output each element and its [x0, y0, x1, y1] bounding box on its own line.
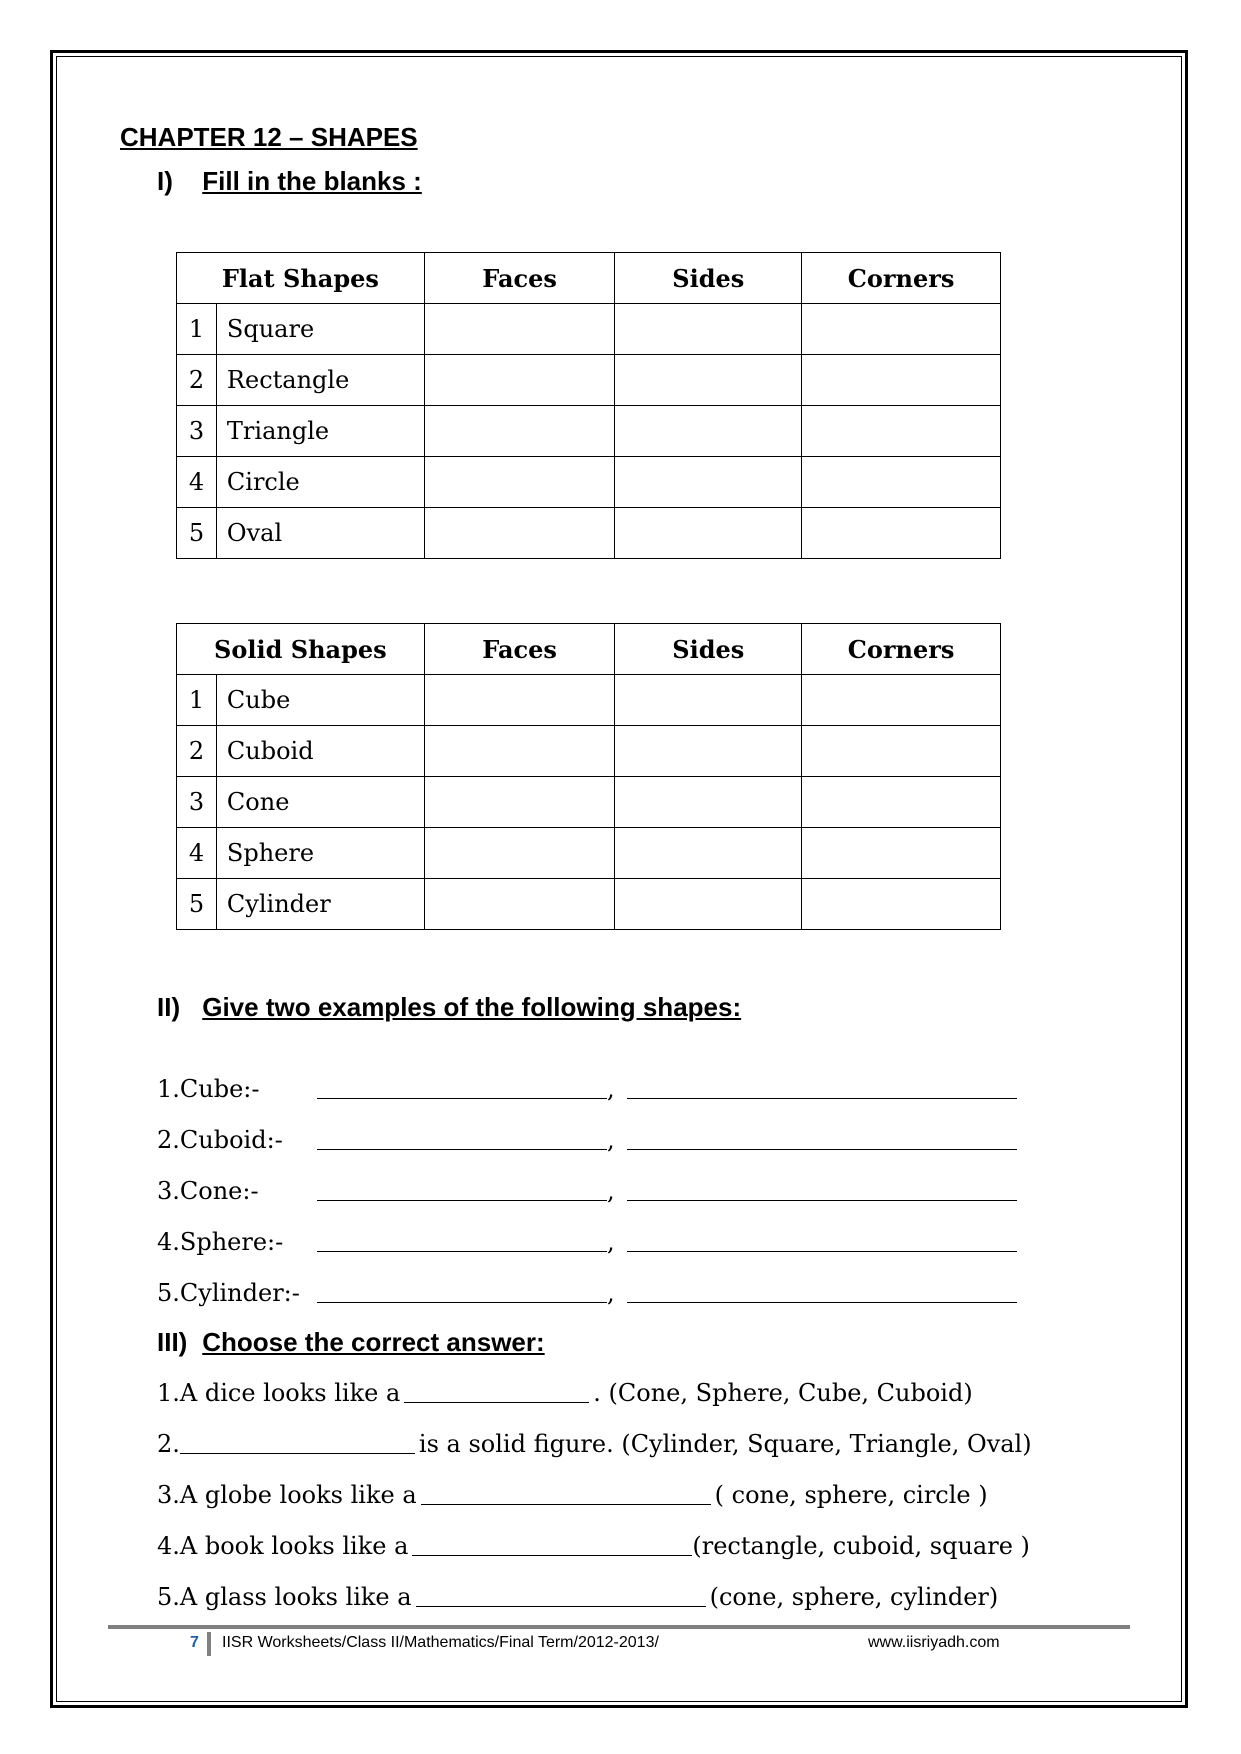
list-item: 4.Sphere:- , — [157, 1216, 1017, 1267]
corners-blank[interactable] — [802, 675, 1001, 726]
header-corners: Corners — [802, 624, 1001, 675]
sides-blank[interactable] — [615, 355, 802, 406]
list-item — [157, 1418, 1032, 1469]
flat-shapes-table — [176, 252, 1001, 559]
question-text: 1.A dice looks like a — [157, 1378, 401, 1407]
example-label: 3.Cone:- — [157, 1176, 259, 1205]
list-item: 2.Cuboid:- , — [157, 1114, 1017, 1165]
header-solid-shapes: Solid Shapes — [177, 624, 425, 675]
question-options: (cone, sphere, cylinder) — [709, 1582, 999, 1611]
table-row — [177, 726, 1001, 777]
list-item: 1.Cube:- , — [157, 1063, 1017, 1114]
sides-blank[interactable] — [615, 457, 802, 508]
table-row — [177, 304, 1001, 355]
corners-blank[interactable] — [802, 355, 1001, 406]
example-blank-1[interactable] — [317, 1231, 607, 1252]
corners-blank[interactable] — [802, 304, 1001, 355]
answer-blank[interactable] — [412, 1535, 692, 1556]
example-label: 2.Cuboid:- — [157, 1125, 283, 1154]
question-text: 5.A glass looks like a — [157, 1582, 412, 1611]
row-number: 5 — [177, 508, 217, 559]
question-options: is a solid figure. (Cylinder, Square, Triangle, Oval) — [418, 1429, 1032, 1458]
sides-blank[interactable] — [615, 777, 802, 828]
sides-blank[interactable] — [615, 304, 802, 355]
section-2-heading — [157, 992, 741, 1023]
example-blank-2[interactable] — [627, 1078, 1017, 1099]
faces-blank[interactable] — [424, 304, 615, 355]
example-label: 1.Cube:- — [157, 1074, 260, 1103]
table-row — [177, 406, 1001, 457]
table-header-row — [177, 253, 1001, 304]
section-3-title: Choose the correct answer: — [202, 1327, 545, 1357]
footer-website: www.iisriyadh.com — [868, 1634, 1000, 1651]
table-header-row — [177, 624, 1001, 675]
example-label: 4.Sphere:- — [157, 1227, 284, 1256]
table-row — [177, 675, 1001, 726]
section-1-title: Fill in the blanks : — [202, 166, 422, 196]
example-blank-2[interactable] — [627, 1282, 1017, 1303]
corners-blank[interactable] — [802, 457, 1001, 508]
section-3-number: III) — [157, 1327, 188, 1357]
corners-blank[interactable] — [802, 777, 1001, 828]
faces-blank[interactable] — [424, 457, 615, 508]
section-3-heading — [157, 1327, 545, 1358]
shape-name: Cube — [216, 675, 424, 726]
list-item: 3.Cone:- , — [157, 1165, 1017, 1216]
header-faces: Faces — [424, 253, 615, 304]
example-blank-1[interactable] — [317, 1282, 607, 1303]
row-number: 3 — [177, 406, 217, 457]
shape-name: Triangle — [216, 406, 424, 457]
row-number: 1 — [177, 675, 217, 726]
shape-name: Rectangle — [216, 355, 424, 406]
sides-blank[interactable] — [615, 675, 802, 726]
row-number: 2 — [177, 355, 217, 406]
shape-name: Circle — [216, 457, 424, 508]
shape-name: Cone — [216, 777, 424, 828]
sides-blank[interactable] — [615, 406, 802, 457]
corners-blank[interactable] — [802, 828, 1001, 879]
header-corners: Corners — [802, 253, 1001, 304]
section-1-number: I) — [157, 166, 173, 196]
faces-blank[interactable] — [424, 828, 615, 879]
footer-separator — [207, 1632, 211, 1656]
corners-blank[interactable] — [802, 726, 1001, 777]
example-label: 5.Cylinder:- — [157, 1278, 300, 1307]
example-blank-1[interactable] — [317, 1078, 607, 1099]
answer-blank[interactable] — [404, 1382, 589, 1403]
sides-blank[interactable] — [615, 726, 802, 777]
question-text: 3.A globe looks like a — [157, 1480, 417, 1509]
question-options: (rectangle, cuboid, square ) — [692, 1531, 1030, 1560]
table-row — [177, 508, 1001, 559]
list-item — [157, 1571, 1032, 1622]
list-item — [157, 1469, 1032, 1520]
corners-blank[interactable] — [802, 508, 1001, 559]
questions-list — [157, 1367, 1032, 1622]
section-2-title: Give two examples of the following shapes: — [202, 992, 742, 1022]
shape-name: Sphere — [216, 828, 424, 879]
table-row — [177, 828, 1001, 879]
answer-blank[interactable] — [416, 1586, 706, 1607]
faces-blank[interactable] — [424, 406, 615, 457]
table-row — [177, 879, 1001, 930]
footer-divider — [108, 1625, 1130, 1629]
faces-blank[interactable] — [424, 777, 615, 828]
row-number: 2 — [177, 726, 217, 777]
example-blank-1[interactable] — [317, 1180, 607, 1201]
row-number: 4 — [177, 828, 217, 879]
question-options: ( cone, sphere, circle ) — [714, 1480, 988, 1509]
row-number: 4 — [177, 457, 217, 508]
list-item — [157, 1520, 1032, 1571]
footer-path: IISR Worksheets/Class II/Mathematics/Final Term/2012-2013/ — [222, 1634, 659, 1651]
table-row — [177, 777, 1001, 828]
faces-blank[interactable] — [424, 879, 615, 930]
shape-name: Cylinder — [216, 879, 424, 930]
header-faces: Faces — [424, 624, 615, 675]
example-blank-2[interactable] — [627, 1231, 1017, 1252]
shape-name: Oval — [216, 508, 424, 559]
table-row — [177, 355, 1001, 406]
example-blank-1[interactable] — [317, 1129, 607, 1150]
section-2-number: II) — [157, 992, 181, 1022]
question-text: 4.A book looks like a — [157, 1531, 409, 1560]
row-number: 3 — [177, 777, 217, 828]
table-row — [177, 457, 1001, 508]
shape-name: Cuboid — [216, 726, 424, 777]
list-item — [157, 1367, 1032, 1418]
footer-page-number: 7 — [190, 1634, 199, 1651]
question-options: . (Cone, Sphere, Cube, Cuboid) — [593, 1378, 973, 1407]
faces-blank[interactable] — [424, 675, 615, 726]
row-number: 5 — [177, 879, 217, 930]
header-flat-shapes: Flat Shapes — [177, 253, 425, 304]
corners-blank[interactable] — [802, 879, 1001, 930]
sides-blank[interactable] — [615, 828, 802, 879]
solid-shapes-table — [176, 623, 1001, 930]
faces-blank[interactable] — [424, 508, 615, 559]
header-sides: Sides — [615, 253, 802, 304]
sides-blank[interactable] — [615, 508, 802, 559]
corners-blank[interactable] — [802, 406, 1001, 457]
header-sides: Sides — [615, 624, 802, 675]
row-number: 1 — [177, 304, 217, 355]
example-blank-2[interactable] — [627, 1129, 1017, 1150]
shape-name: Square — [216, 304, 424, 355]
answer-blank[interactable] — [180, 1433, 415, 1454]
answer-blank[interactable] — [421, 1484, 711, 1505]
chapter-title: CHAPTER 12 – SHAPES — [120, 122, 418, 152]
question-text: 2. — [157, 1429, 180, 1458]
section-1-heading — [157, 166, 422, 197]
example-blank-2[interactable] — [627, 1180, 1017, 1201]
faces-blank[interactable] — [424, 726, 615, 777]
faces-blank[interactable] — [424, 355, 615, 406]
list-item: 5.Cylinder:- , — [157, 1267, 1017, 1318]
examples-list — [157, 1063, 1017, 1318]
sides-blank[interactable] — [615, 879, 802, 930]
